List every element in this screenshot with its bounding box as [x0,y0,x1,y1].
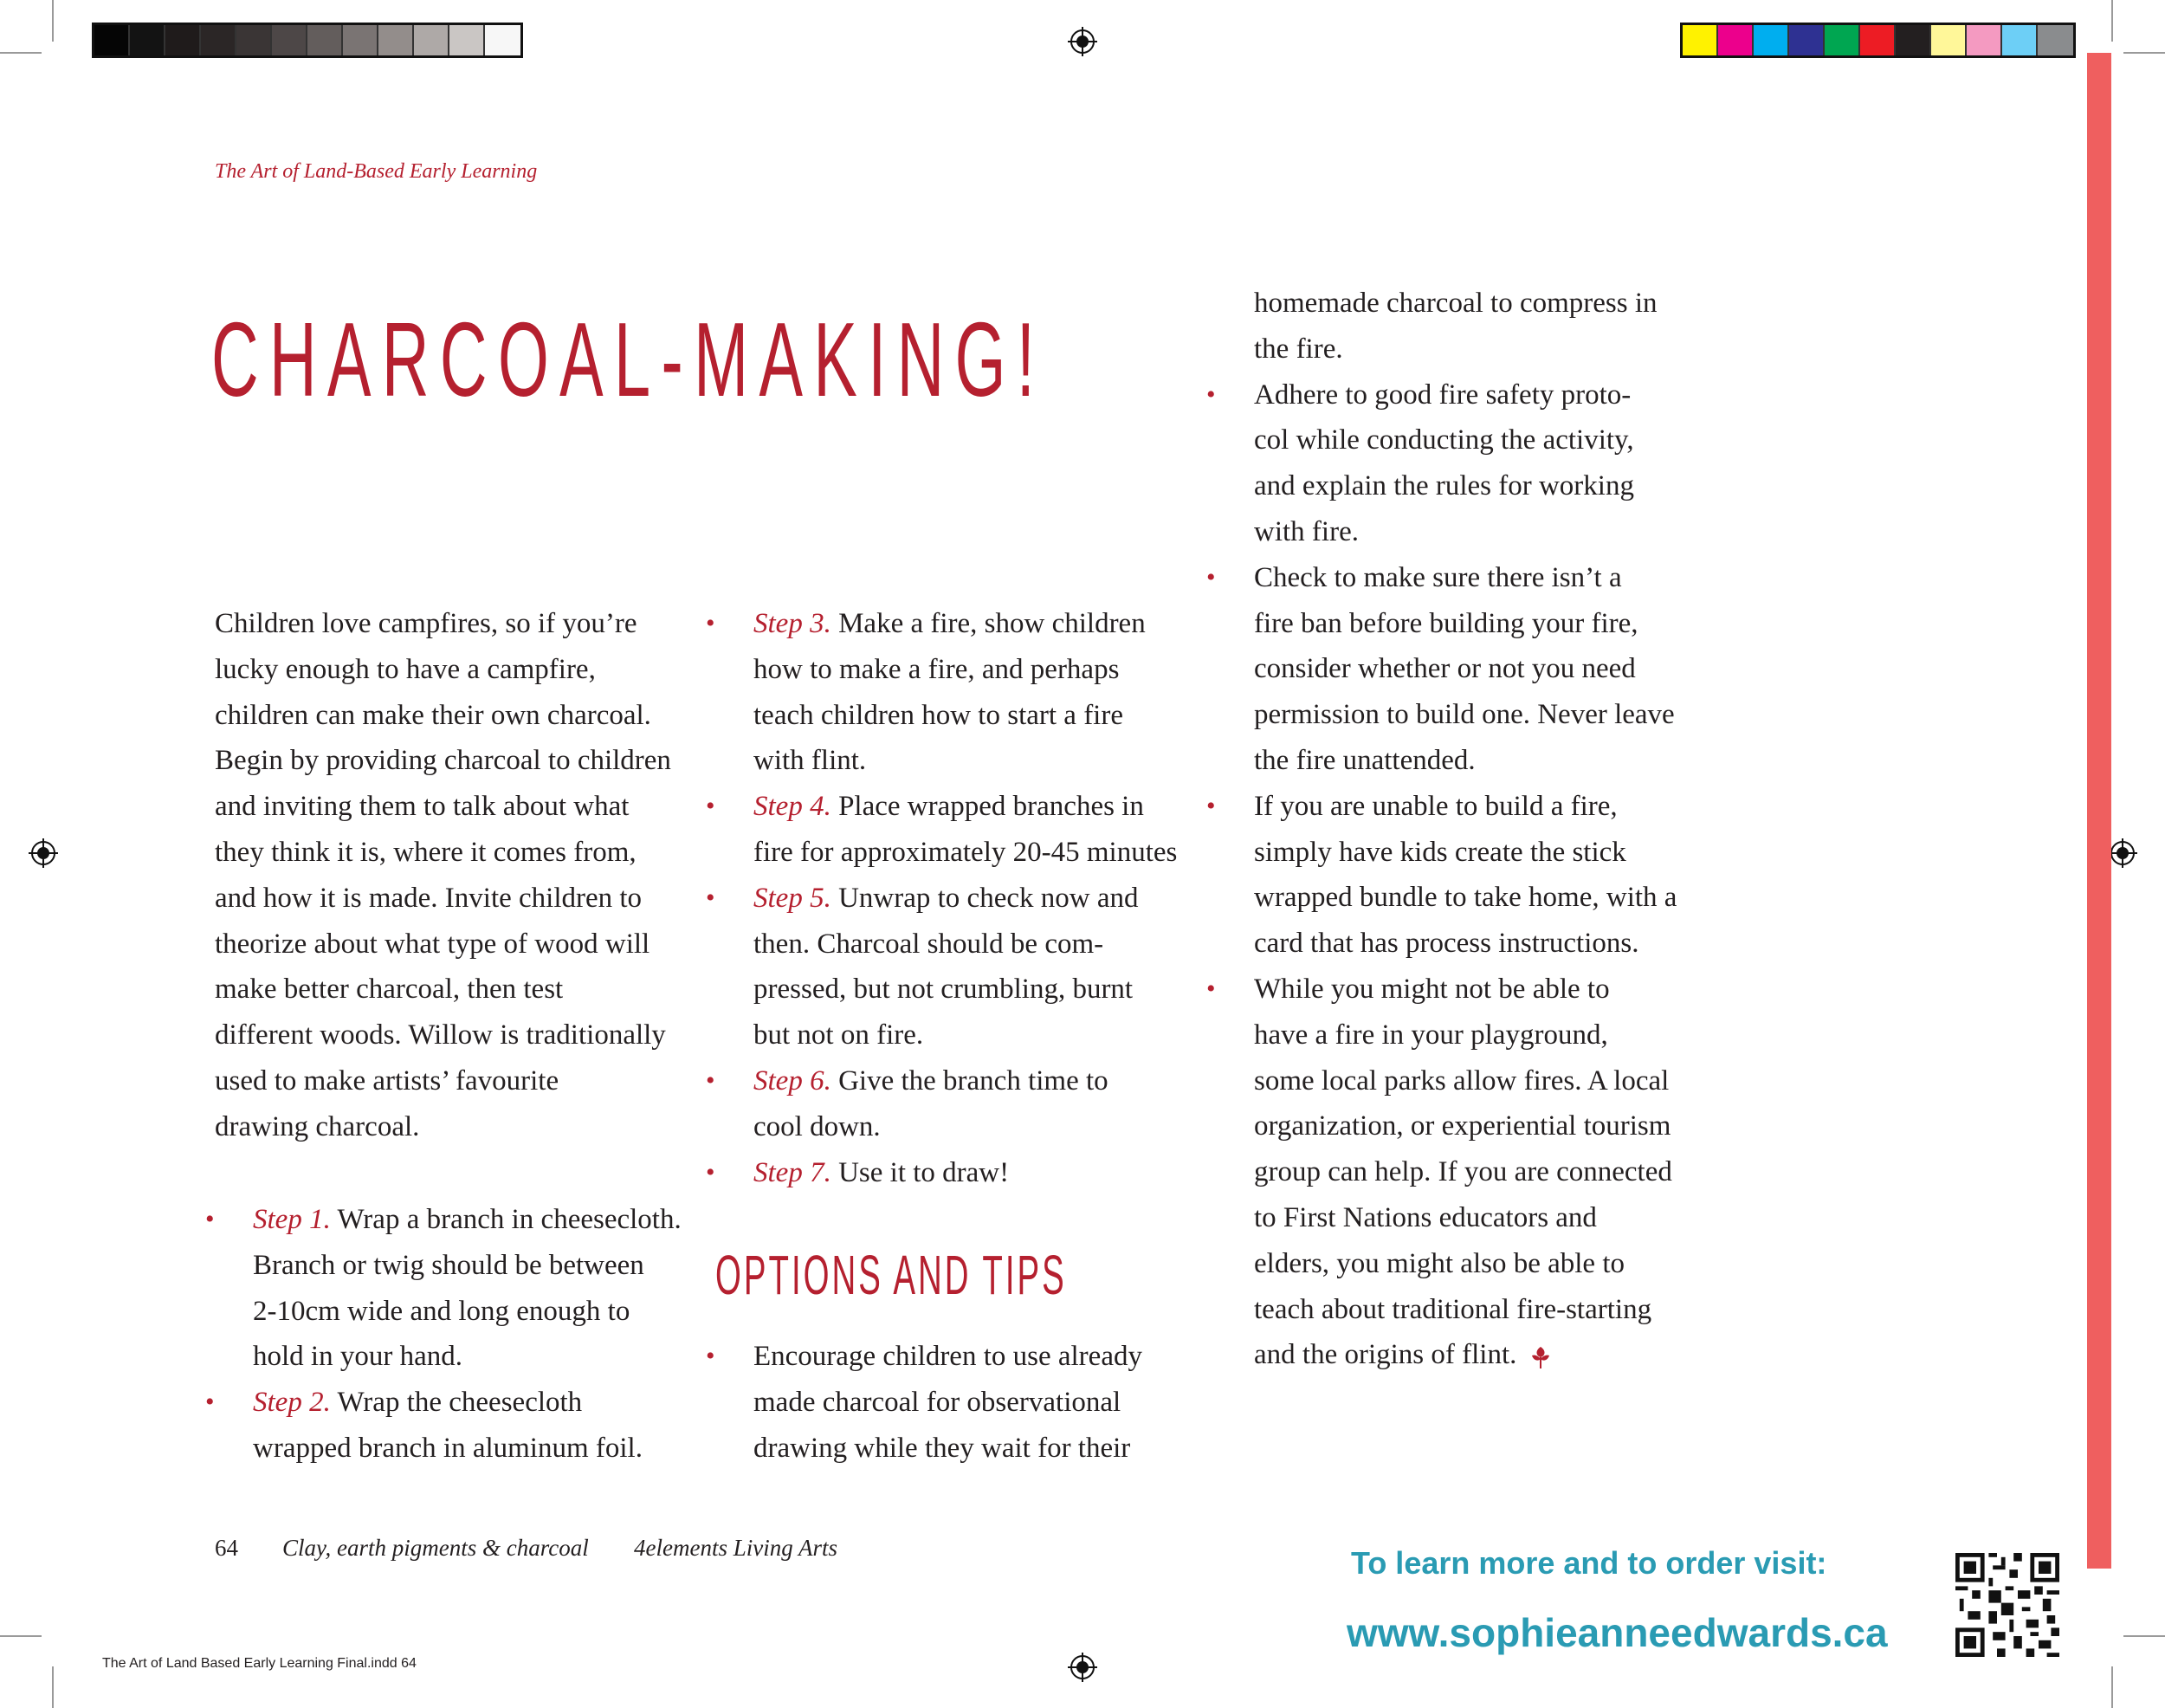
bullet-icon: • [706,883,715,912]
bullet-icon: • [706,609,715,637]
list-item [706,1150,1177,1196]
list-item [706,1334,1142,1471]
step-label: Step 6. [753,1064,831,1097]
text-line: the fire. [1254,333,1343,365]
text-line: used to make artists’ favourite [215,1064,559,1097]
bullet-icon: • [1206,791,1216,820]
text-line: then. Charcoal should be com- [753,928,1104,960]
text-line: Children love campfires, so if you’re [215,608,637,639]
text-line: Adhere to good fire safety proto- [1254,378,1632,411]
text-line: drawing charcoal. [215,1110,420,1142]
text-line: drawing while they wait for their [753,1432,1131,1464]
text-line: 2-10cm wide and long enough to [253,1295,630,1327]
text-line: simply have kids create the stick [1254,836,1626,868]
text-line: Check to make sure there isn’t a [1254,561,1622,593]
text-line: they think it is, where it comes from, [215,836,637,868]
text-line: pressed, but not crumbling, burnt [753,974,1134,1006]
step-label: Step 7. [753,1156,831,1188]
text-line: with flint. [753,745,867,777]
bullet-icon: • [706,792,715,821]
tips-list-col2 [706,1334,1142,1471]
text-line: organization, or experiential tourism [1254,1110,1671,1142]
tips-list-col3 [1206,281,1677,1378]
step-text: Make a fire, show children [830,608,1146,639]
text-line: col while conducting the activity, [1254,424,1634,456]
step-label: Step 3. [753,608,831,639]
bullet-icon: • [1206,562,1216,592]
steps-list-col1 [205,1197,682,1472]
text-line: lucky enough to have a campfire, [215,653,596,685]
list-item [205,1197,682,1380]
text-line: homemade charcoal to compress in [1254,288,1658,319]
text-line: to First Nations educators and [1254,1201,1597,1233]
text-line: with fire. [1254,515,1359,547]
bullet-icon: • [205,1205,215,1233]
list-item [1206,555,1677,784]
qr-code-icon[interactable] [1955,1553,2059,1657]
step-label: Step 4. [753,791,831,823]
cta-text: To learn more and to order visit: [1351,1545,1827,1581]
text-line: make better charcoal, then test [215,974,564,1006]
website-link[interactable]: www.sophieanneedwards.ca [1347,1610,1888,1655]
text-line: but not on fire. [753,1019,924,1051]
text-line: fire ban before building your fire, [1254,607,1638,639]
step-text: Unwrap to check now and [830,882,1139,914]
text-line: how to make a fire, and perhaps [753,653,1120,685]
registration-mark-icon [1068,1653,1097,1682]
text-line: and the origins of flint. [1254,1339,1517,1371]
list-item [706,601,1177,784]
text-line: If you are unable to build a fire, [1254,790,1618,822]
step-text: Place wrapped branches in [830,791,1144,823]
text-line: cool down. [753,1110,881,1142]
text-line: permission to build one. Never leave [1254,699,1675,731]
step-text: Use it to draw! [830,1156,1010,1188]
text-line: group can help. If you are connected [1254,1156,1672,1188]
steps-list-col2 [706,601,1178,1195]
step-label: Step 1. [253,1204,331,1235]
text-line: Encourage children to use already [753,1341,1142,1372]
list-item [1206,372,1677,555]
text-line: consider whether or not you need [1254,653,1636,685]
process-color-bar [1680,23,2076,58]
text-line: elders, you might also be able to [1254,1247,1625,1279]
step-text: Give the branch time to [830,1064,1108,1097]
list-item [205,1380,682,1472]
registration-mark-icon [29,838,58,868]
grayscale-color-bar [92,23,523,58]
text-line: card that has process instructions. [1254,928,1639,960]
file-slug: The Art of Land Based Early Learning Final.indd 64 [102,1656,417,1671]
text-line: some local parks allow fires. A local [1254,1064,1670,1097]
text-line: and inviting them to talk about what [215,791,630,823]
bullet-icon: • [1206,974,1216,1003]
leaf-end-icon [1529,1345,1552,1369]
bullet-icon: • [1206,379,1216,409]
decorative-sidebar [2087,53,2111,1569]
text-line: wrapped branch in aluminum foil. [253,1432,643,1464]
running-head: The Art of Land-Based Early Learning [215,160,538,183]
text-line: Begin by providing charcoal to children [215,745,671,777]
step-label: Step 5. [753,882,831,914]
list-item [706,876,1177,1058]
section-heading: OPTIONS AND TIPS [715,1244,1067,1306]
bullet-icon: • [706,1342,715,1370]
page-number: 64 [215,1535,238,1561]
step-label: Step 2. [253,1387,331,1419]
text-line: different woods. Willow is traditionally [215,1019,666,1051]
text-line: children can make their own charcoal. [215,699,651,731]
bullet-icon: • [205,1388,215,1417]
text-line: made charcoal for observational [753,1386,1121,1418]
text-line: While you might not be able to [1254,973,1610,1005]
step-text: Wrap the cheesecloth [330,1387,583,1419]
list-item [1206,784,1677,967]
page-title: CHARCOAL-MAKING! [211,301,1046,418]
text-line: wrapped bundle to take home, with a [1254,882,1677,914]
text-line: theorize about what type of wood will [215,928,650,960]
list-item [706,1058,1177,1150]
text-line: have a fire in your playground, [1254,1019,1608,1051]
text-line: and how it is made. Invite children to [215,882,643,914]
brand-name: 4elements Living Arts [634,1535,837,1561]
text-line: hold in your hand. [253,1341,462,1373]
list-item [1206,967,1677,1378]
registration-mark-icon [1068,27,1097,56]
text-line: the fire unattended. [1254,744,1476,776]
intro-paragraph [215,601,671,1150]
text-line: teach children how to start a fire [753,699,1123,731]
step-text: Wrap a branch in cheesecloth. [330,1204,682,1235]
text-line: Branch or twig should be between [253,1249,644,1281]
chapter-title: Clay, earth pigments & charcoal [282,1535,589,1561]
text-line: teach about traditional fire-starting [1254,1293,1652,1325]
bullet-icon: • [706,1065,715,1095]
registration-mark-icon [2108,838,2137,868]
list-item [706,784,1178,876]
text-line: and explain the rules for working [1254,470,1634,502]
text-line: fire for approximately 20-45 minutes [753,836,1178,868]
bullet-icon: • [706,1157,715,1187]
